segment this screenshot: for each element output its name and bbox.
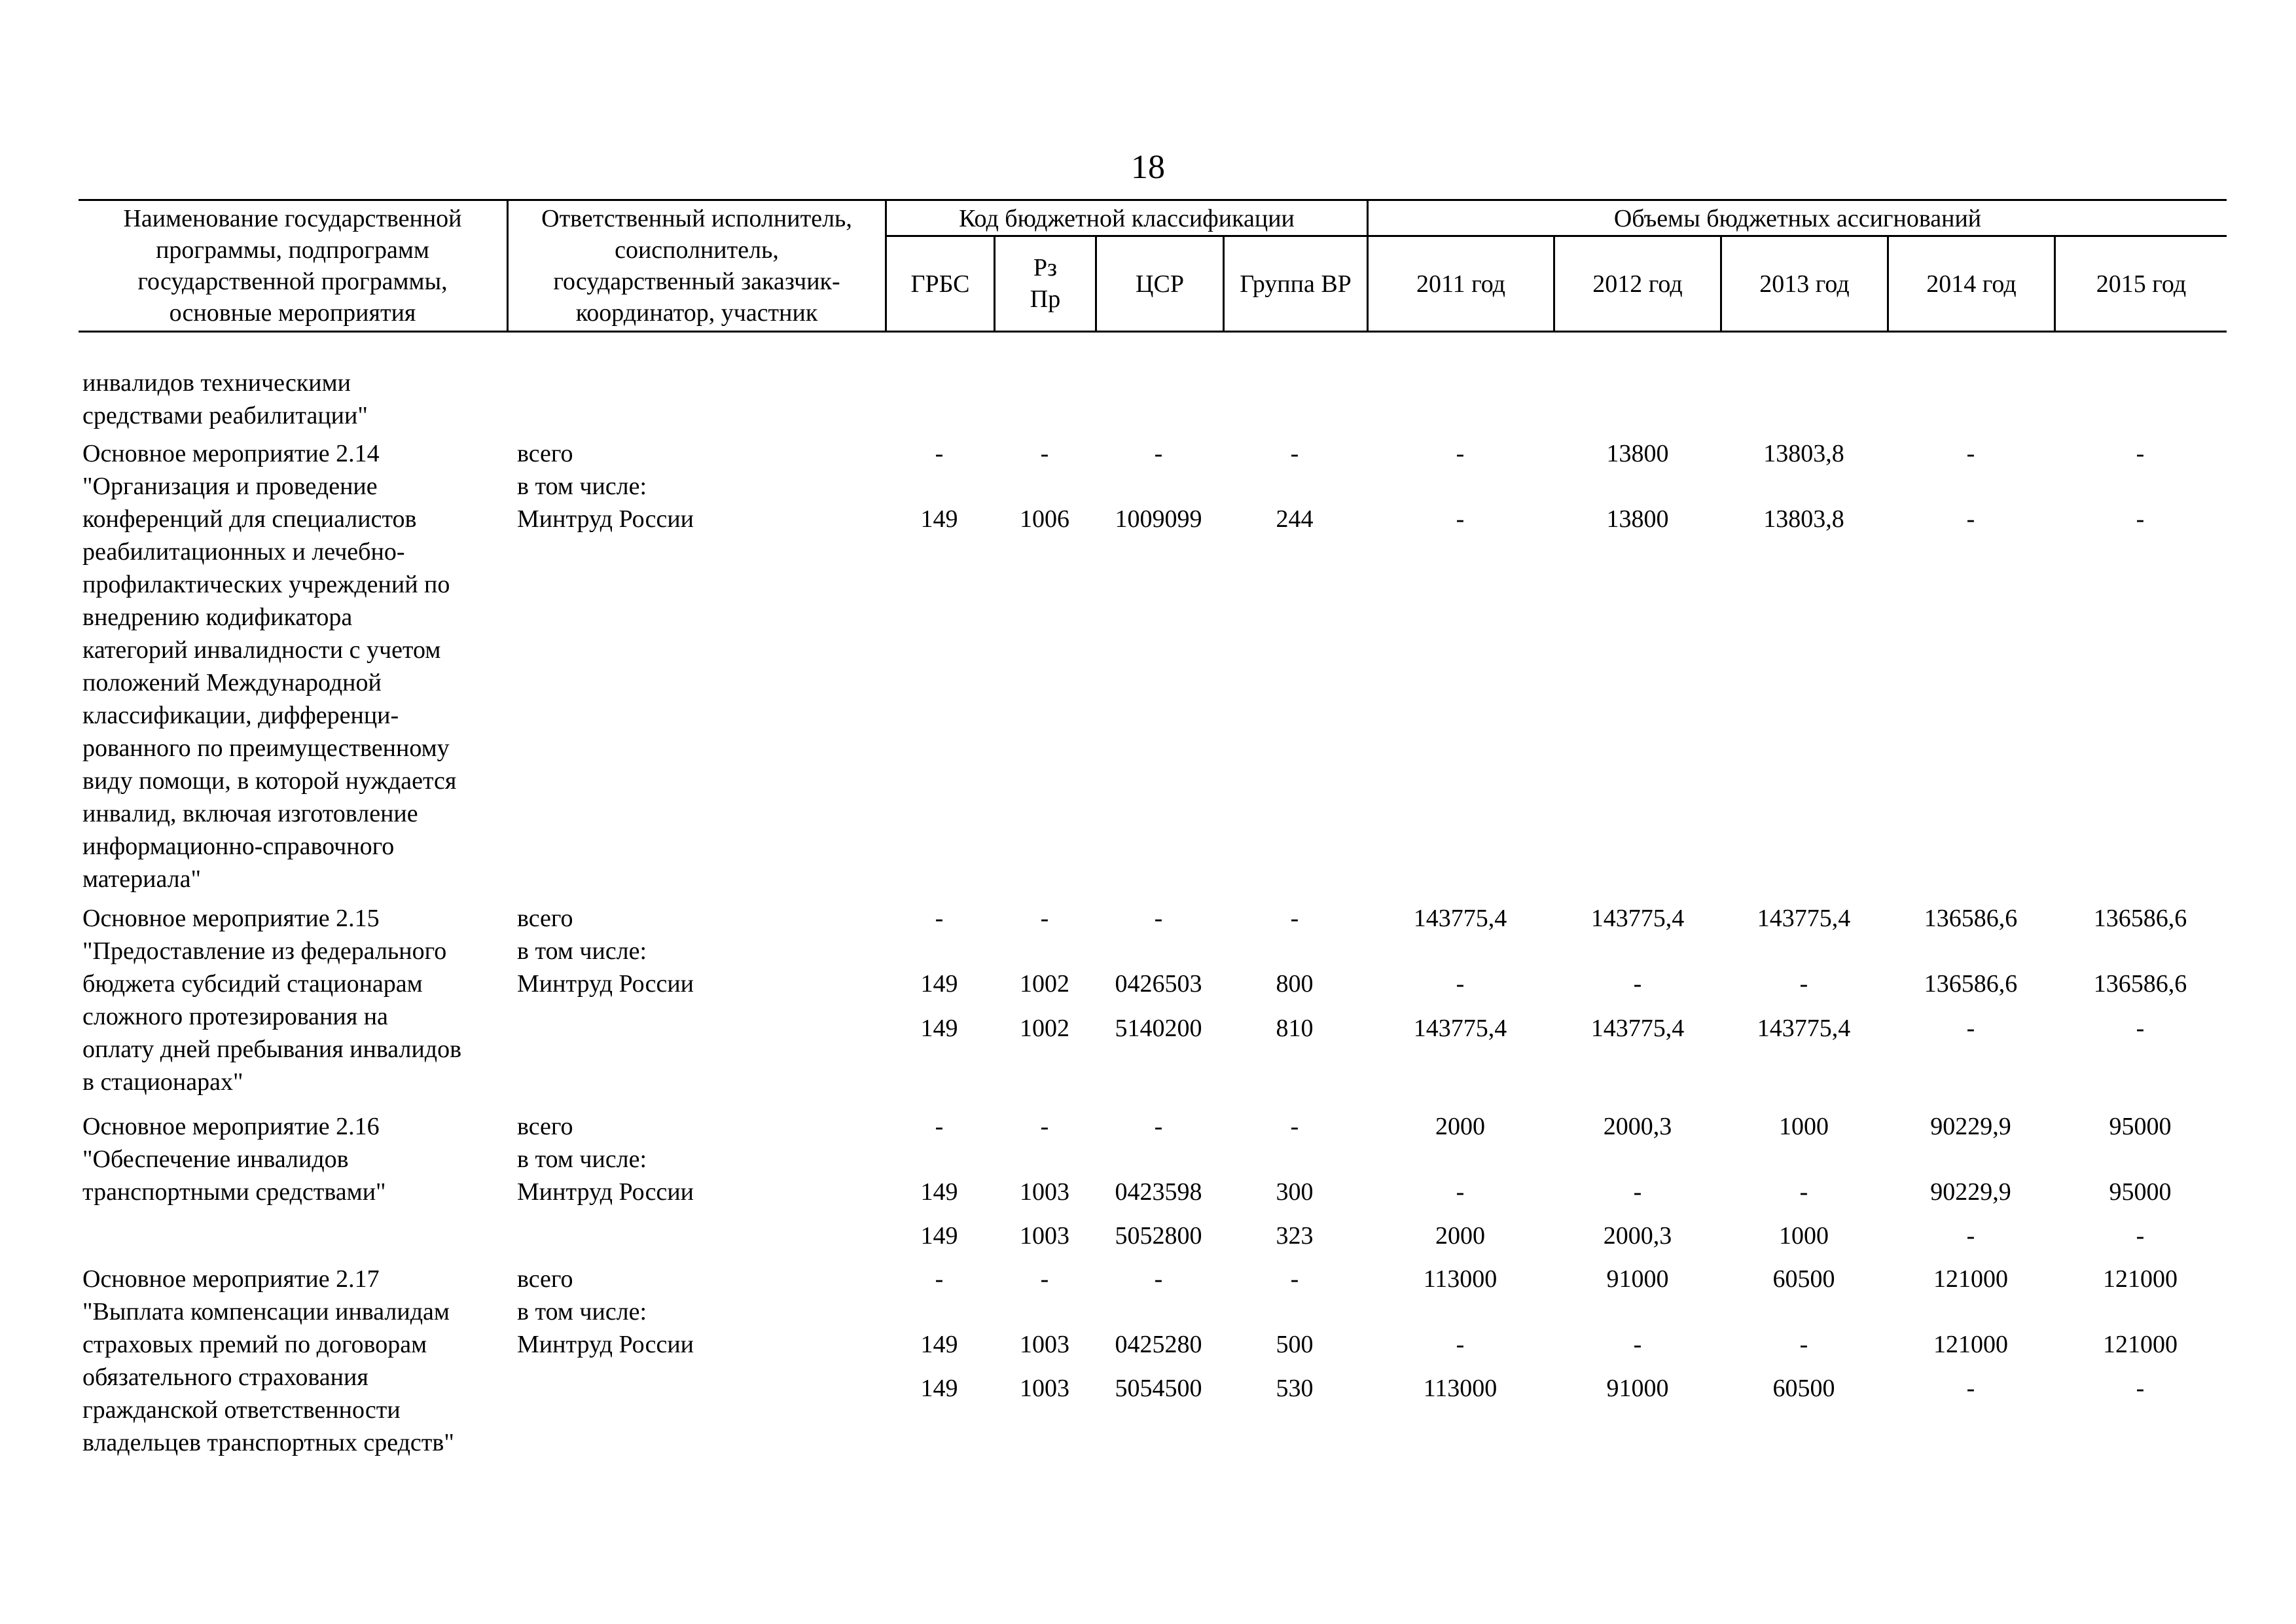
header-csr: ЦСР [1136,270,1184,298]
table-top-border [79,199,2227,201]
value-2014-cell: - [1966,440,1975,467]
value-2011-cell: 2000 [1435,1113,1485,1140]
value-2015-cell: 95000 [2109,1113,2172,1140]
value-2015-cell: - [2136,440,2145,467]
executor-cell: всего [517,905,573,932]
value-2015-cell: - [2136,1375,2145,1402]
value-2013-cell: - [1799,970,1808,998]
activity-name [82,437,456,895]
value-2011-cell: - [1456,1331,1465,1358]
csr-cell: - [1154,440,1163,467]
activity-name-line: материала" [82,865,202,893]
vr-cell: - [1290,1265,1299,1293]
executor-cell: Минтруд России [517,1331,694,1358]
value-2013-cell: - [1799,1178,1808,1206]
executor-cell: Минтруд России [517,1178,694,1206]
header-name: Наименование государственной программы, подпрограмм государственной программы, основные мероприятия [123,205,462,327]
value-2011-cell: 113000 [1423,1375,1498,1402]
value-2011-cell: - [1456,1178,1465,1206]
activity-name [82,902,461,1098]
grbs-cell: - [935,1113,944,1140]
value-2011-cell: 2000 [1435,1222,1485,1250]
rzpr-cell: 1003 [1020,1178,1069,1206]
activity-name-line: Основное мероприятие 2.15 [82,905,380,932]
value-2012-cell: 143775,4 [1590,1015,1685,1042]
page-number: 18 [1131,149,1165,186]
value-2014-cell: 136586,6 [1924,905,2018,932]
header-year-2013: 2013 год [1759,270,1850,298]
value-2013-cell: - [1799,1331,1808,1358]
csr-cell: 5052800 [1115,1222,1202,1250]
activity-name-line: "Выплата компенсации инвалидам [82,1298,450,1326]
csr-cell: 0425280 [1115,1331,1202,1358]
vr-cell: 323 [1276,1222,1314,1250]
grbs-cell: - [935,905,944,932]
activity-name-line: профилактических учреждений по [82,571,450,598]
vr-cell: 800 [1276,970,1314,998]
value-2013-cell: 13803,8 [1763,505,1844,533]
rzpr-cell: 1003 [1020,1222,1069,1250]
vr-cell: - [1290,1113,1299,1140]
rzpr-cell: - [1040,905,1049,932]
value-2014-cell: 121000 [1933,1331,2008,1358]
grbs-cell: 149 [920,970,958,998]
vr-cell: 500 [1276,1331,1314,1358]
value-2014-cell: - [1966,1015,1975,1042]
header-year-2011: 2011 год [1416,270,1505,298]
value-2012-cell: - [1633,970,1642,998]
value-2011-cell: 113000 [1423,1265,1498,1293]
activity-name [82,1263,454,1459]
rzpr-cell: - [1040,1265,1049,1293]
grbs-cell: 149 [920,1375,958,1402]
value-2015-cell: - [2136,1222,2145,1250]
group-divider-line [885,235,2227,237]
csr-cell: - [1154,905,1163,932]
header-year-2015: 2015 год [2096,270,2187,298]
value-2014-cell: 136586,6 [1924,970,2018,998]
rzpr-cell: 1002 [1020,970,1069,998]
rzpr-cell: 1003 [1020,1375,1069,1402]
activity-name-line: инвалид, включая изготовление [82,800,418,827]
vr-cell: 530 [1276,1375,1314,1402]
value-2014-cell: 90229,9 [1930,1113,2011,1140]
vr-cell: 810 [1276,1015,1314,1042]
value-2012-cell: 91000 [1606,1265,1669,1293]
grbs-cell: - [935,1265,944,1293]
activity-name-line: "Обеспечение инвалидов [82,1146,349,1173]
value-2015-cell: - [2136,1015,2145,1042]
header-rzpr: Рз Пр [1030,254,1061,313]
value-2015-cell: 121000 [2103,1265,2178,1293]
csr-cell: 0426503 [1115,970,1202,998]
grbs-cell: 149 [920,1331,958,1358]
activity-name-line: классификации, дифференци- [82,702,399,729]
rzpr-cell: - [1040,440,1049,467]
csr-cell: 5140200 [1115,1015,1202,1042]
csr-cell: 1009099 [1115,505,1202,533]
rzpr-cell: - [1040,1113,1049,1140]
executor-cell: всего [517,1113,573,1140]
vr-cell: 300 [1276,1178,1314,1206]
header-bottom-border [79,331,2227,333]
executor-cell: всего [517,1265,573,1293]
rzpr-cell: 1002 [1020,1015,1069,1042]
executor-cell: в том числе: [517,473,647,500]
activity-name-line: обязательного страхования [82,1363,368,1391]
value-2011-cell: 143775,4 [1413,905,1507,932]
value-2014-cell: - [1966,1222,1975,1250]
csr-cell: 5054500 [1115,1375,1202,1402]
executor-cell: в том числе: [517,1146,647,1173]
value-2013-cell: 60500 [1772,1265,1835,1293]
value-2013-cell: 1000 [1779,1222,1829,1250]
grbs-cell: 149 [920,1222,958,1250]
value-2012-cell: 143775,4 [1590,905,1685,932]
executor-cell: в том числе: [517,1298,647,1326]
activity-name-line: бюджета субсидий стационарам [82,970,423,998]
value-2013-cell: 13803,8 [1763,440,1844,467]
value-2011-cell: 143775,4 [1413,1015,1507,1042]
activity-name-line: Основное мероприятие 2.16 [82,1113,380,1140]
executor-cell: Минтруд России [517,970,694,998]
value-2014-cell: - [1966,1375,1975,1402]
header-year-2014: 2014 год [1926,270,2017,298]
value-2015-cell: 121000 [2103,1331,2178,1358]
grbs-cell: 149 [920,505,958,533]
continuation-text: инвалидов техническими средствами реабилитации" [82,369,368,429]
activity-name-line: сложного протезирования на [82,1003,388,1030]
header-year-2012: 2012 год [1592,270,1683,298]
grbs-cell: 149 [920,1178,958,1206]
activity-name-line: Основное мероприятие 2.17 [82,1265,380,1293]
value-2013-cell: 143775,4 [1757,1015,1851,1042]
vr-cell: 244 [1276,505,1314,533]
header-vr: Группа ВР [1240,270,1352,298]
activity-name-line: категорий инвалидности с учетом [82,636,441,664]
value-2011-cell: - [1456,970,1465,998]
value-2014-cell: 90229,9 [1930,1178,2011,1206]
activity-name-line: владельцев транспортных средств" [82,1429,454,1456]
value-2013-cell: 60500 [1772,1375,1835,1402]
executor-cell: всего [517,440,573,467]
activity-name-line: реабилитационных и лечебно- [82,538,405,566]
csr-cell: 0423598 [1115,1178,1202,1206]
value-2012-cell: 13800 [1606,505,1669,533]
value-2012-cell: - [1633,1178,1642,1206]
activity-name-line: положений Международной [82,669,382,696]
grbs-cell: - [935,440,944,467]
header-group-volumes: Объемы бюджетных ассигнований [1613,205,1982,232]
header-group-code: Код бюджетной классификации [959,205,1295,232]
value-2014-cell: - [1966,505,1975,533]
value-2015-cell: 136586,6 [2093,970,2187,998]
value-2012-cell: 13800 [1606,440,1669,467]
rzpr-cell: 1006 [1020,505,1069,533]
activity-name-line: "Организация и проведение [82,473,378,500]
value-2012-cell: - [1633,1331,1642,1358]
grbs-cell: 149 [920,1015,958,1042]
value-2012-cell: 91000 [1606,1375,1669,1402]
value-2012-cell: 2000,3 [1603,1222,1672,1250]
activity-name-line: в стационарах" [82,1068,243,1096]
header-executor: Ответственный исполнитель, соисполнитель, государственный заказчик- координатор, участник [541,205,852,327]
vr-cell: - [1290,905,1299,932]
activity-name-line: "Предоставление из федерального [82,937,447,965]
executor-cell: Минтруд России [517,505,694,533]
activity-name-line: внедрению кодификатора [82,604,353,631]
activity-name-line: конференций для специалистов [82,505,417,533]
activity-name-line: страховых премий по договорам [82,1331,427,1358]
activity-name-line: рованного по преимущественному [82,734,450,762]
value-2013-cell: 143775,4 [1757,905,1851,932]
value-2011-cell: - [1456,505,1465,533]
vr-cell: - [1290,440,1299,467]
activity-name [82,1110,386,1208]
value-2013-cell: 1000 [1779,1113,1829,1140]
activity-name-line: оплату дней пребывания инвалидов [82,1036,462,1063]
activity-name-line: транспортными средствами" [82,1178,386,1206]
executor-cell: в том числе: [517,937,647,965]
activity-name-line: гражданской ответственности [82,1396,401,1424]
activity-name-line: Основное мероприятие 2.14 [82,440,380,467]
csr-cell: - [1154,1265,1163,1293]
value-2011-cell: - [1456,440,1465,467]
value-2015-cell: 136586,6 [2093,905,2187,932]
value-2015-cell: 95000 [2109,1178,2172,1206]
header-grbs: ГРБС [910,270,970,298]
value-2015-cell: - [2136,505,2145,533]
activity-name-line: информационно-справочного [82,833,395,860]
rzpr-cell: 1003 [1020,1331,1069,1358]
value-2014-cell: 121000 [1933,1265,2008,1293]
activity-name-line: виду помощи, в которой нуждается [82,767,457,795]
csr-cell: - [1154,1113,1163,1140]
value-2012-cell: 2000,3 [1603,1113,1672,1140]
